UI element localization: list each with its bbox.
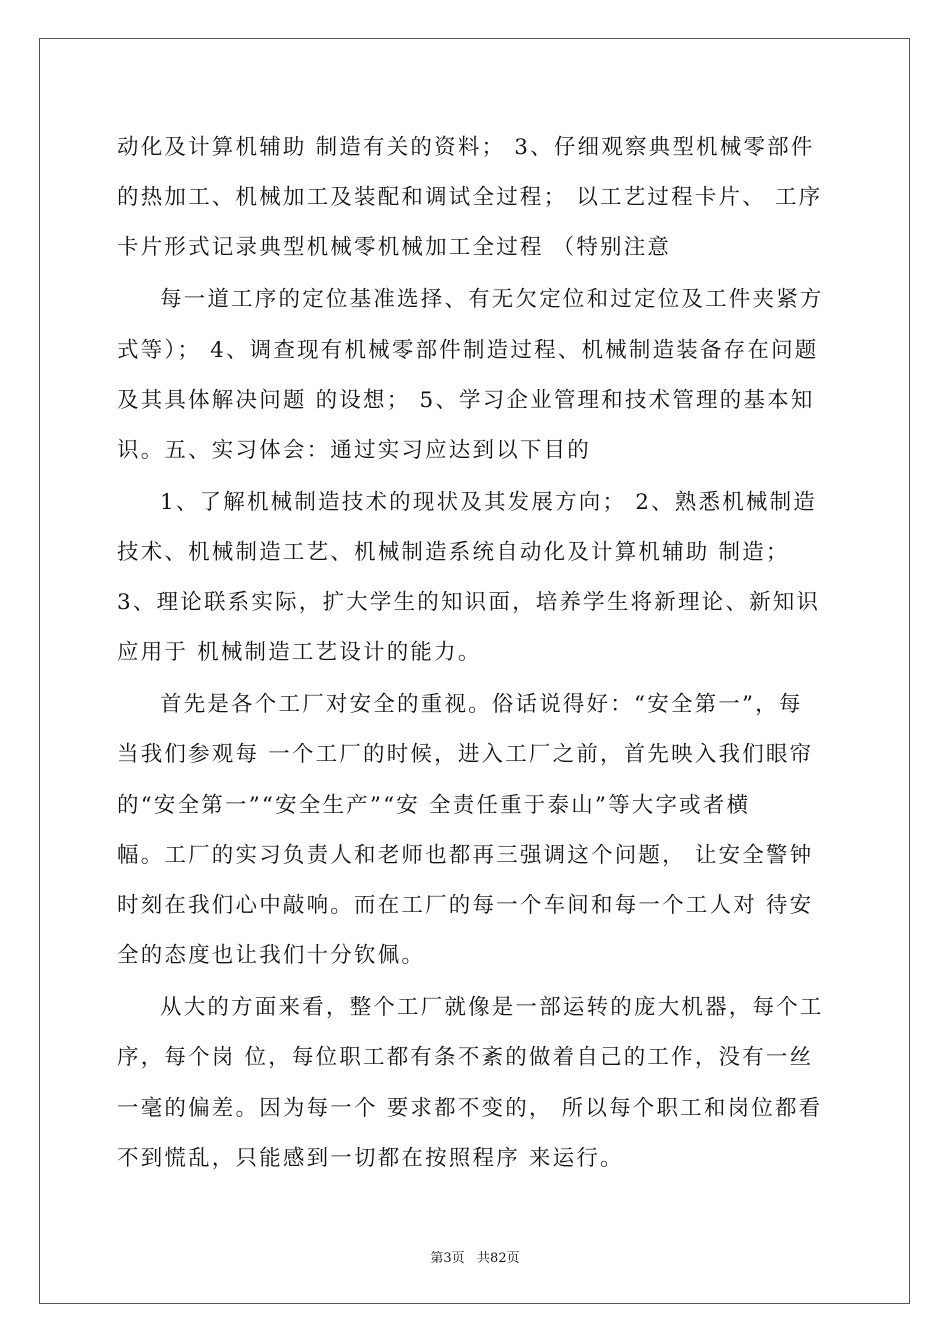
text-line: 及其具体解决问题 的设想； 5、学习企业管理和技术管理的基本知	[117, 388, 815, 413]
text-line: 识。五、实习体会：通过实习应达到以下目的	[117, 438, 592, 463]
text-line: 序，每个岗 位，每位职工都有条不紊的做着自己的工作，没有一丝	[117, 1045, 814, 1070]
text-line: 技术、机械制造工艺、机械制造系统自动化及计算机辅助 制造；	[117, 540, 790, 565]
text-line: 应用于 机械制造工艺设计的能力。	[117, 640, 482, 665]
text-line: 的“安全第一”“安全生产”“安 全责任重于泰山”等大字或者横	[117, 793, 751, 818]
text-line: 幅。工厂的实习负责人和老师也都再三强调这个问题， 让安全警钟	[117, 843, 814, 868]
text-line: 一毫的偏差。因为每一个 要求都不变的， 所以每个职工和岗位都看	[117, 1096, 823, 1121]
text-line: 全的态度也让我们十分钦佩。	[117, 943, 426, 968]
text-line: 动化及计算机辅助 制造有关的资料； 3、仔细观察典型机械零部件	[117, 135, 815, 160]
text-line: 卡片形式记录典型机械零机械加工全过程 （特别注意	[117, 235, 672, 260]
text-line: 的热加工、机械加工及装配和调试全过程； 以工艺过程卡片、 工序	[117, 185, 823, 210]
text-line: 不到慌乱，只能感到一切都在按照程序 来运行。	[117, 1146, 624, 1171]
page-number-footer: 第3页 共82页	[430, 1251, 520, 1266]
text-line: 式等）； 4、调查现有机械零部件制造过程、机械制造装备存在问题	[117, 338, 819, 363]
text-line: 首先是各个工厂对安全的重视。俗话说得好：“安全第一”，每	[160, 692, 803, 717]
text-line: 1、了解机械制造技术的现状及其发展方向； 2、熟悉机械制造	[160, 490, 817, 515]
text-line: 3、理论联系实际，扩大学生的知识面，培养学生将新理论、新知识	[117, 590, 821, 615]
text-line: 从大的方面来看，整个工厂就像是一部运转的庞大机器，每个工	[160, 995, 824, 1020]
text-line: 时刻在我们心中敲响。而在工厂的每一个车间和每一个工人对 待安	[117, 893, 814, 918]
text-line: 当我们参观每 一个工厂的时候，进入工厂之前，首先映入我们眼帘	[117, 742, 814, 767]
text-line: 每一道工序的定位基准选择、有无欠定位和过定位及工件夹紧方	[160, 287, 824, 312]
